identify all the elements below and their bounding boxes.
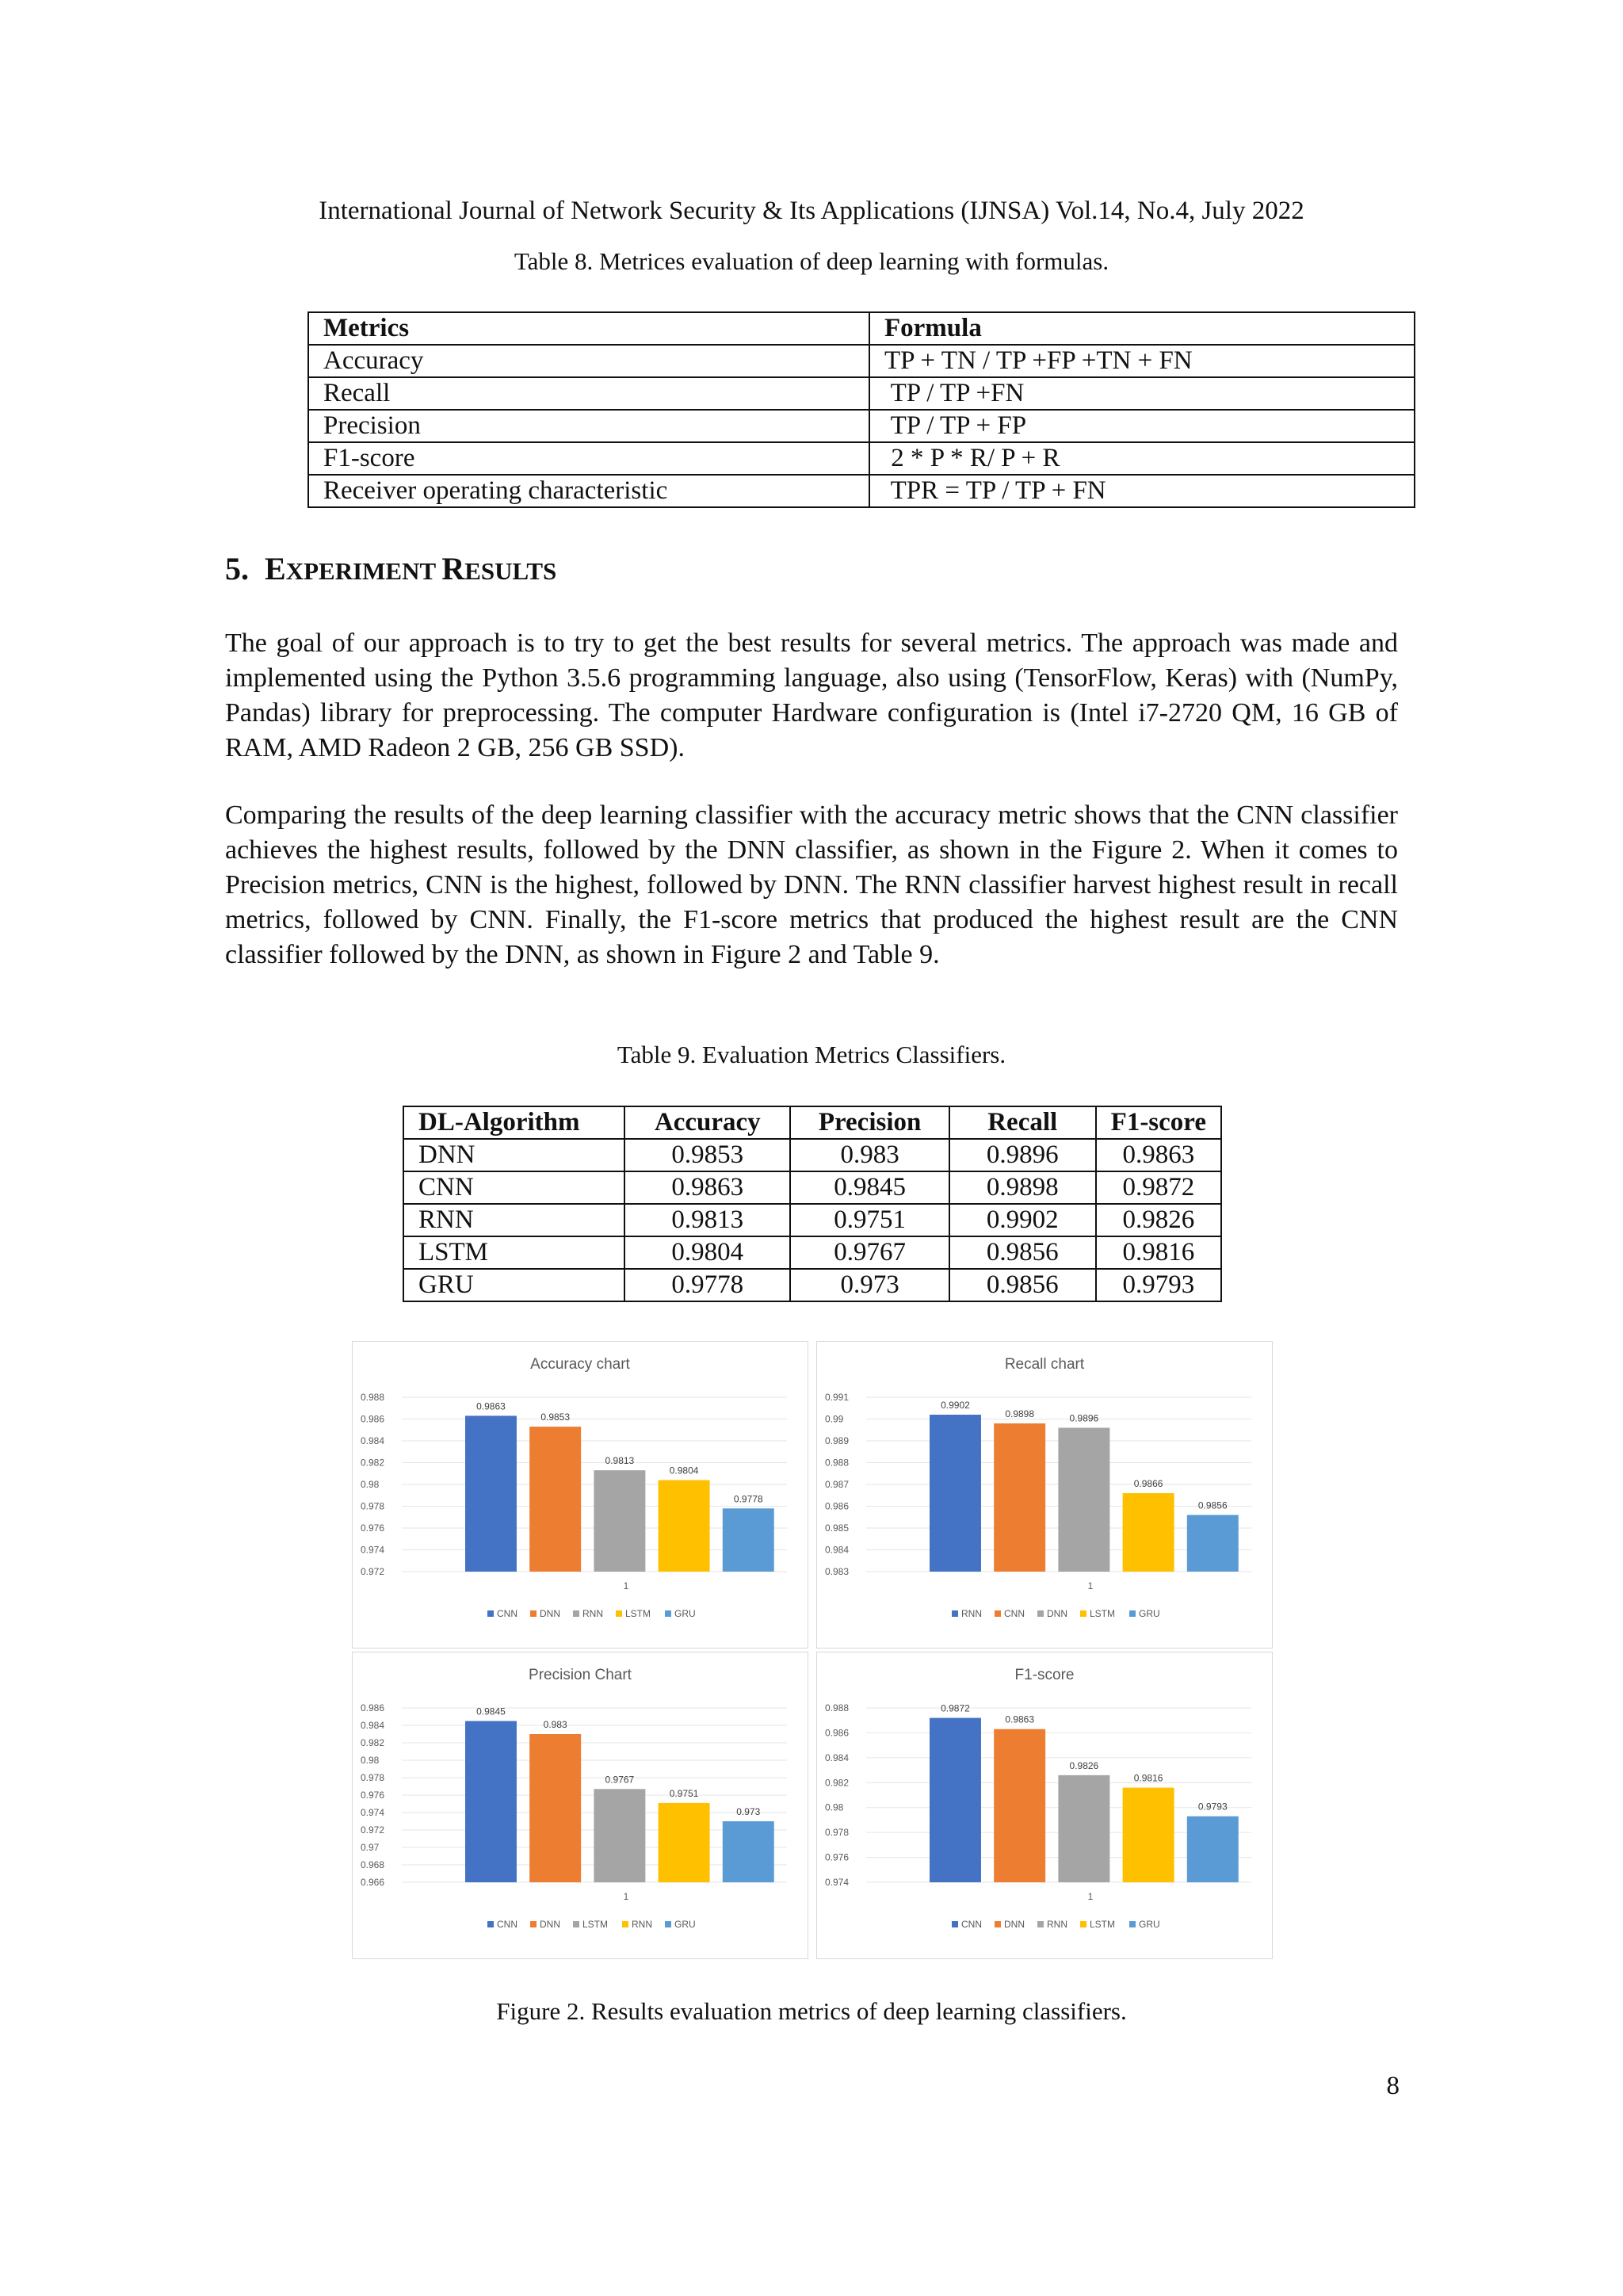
legend-swatch [665, 1921, 671, 1927]
legend-entry: CNN [961, 1919, 982, 1930]
figure-2 [352, 1341, 1271, 1959]
table-cell: 0.9845 [790, 1171, 949, 1204]
recall-chart [817, 1342, 1272, 1648]
section-title-part: XPERIMENT [285, 557, 442, 585]
legend-entry: DNN [1047, 1608, 1067, 1619]
y-tick-label: 0.982 [825, 1777, 850, 1789]
section-number: 5. [225, 551, 249, 586]
y-tick-label: 0.987 [825, 1479, 850, 1490]
legend-entry: LSTM [1090, 1608, 1116, 1619]
data-label: 0.9896 [1069, 1412, 1099, 1424]
table-cell: TP / TP + FP [869, 410, 1415, 442]
x-tick-label: 1 [1087, 1580, 1094, 1591]
legend-swatch [530, 1610, 537, 1617]
section-title-part: R [441, 551, 465, 586]
data-label: 0.9863 [1005, 1713, 1035, 1725]
legend-entry: DNN [1004, 1919, 1025, 1930]
table-cell: Accuracy [308, 345, 869, 377]
legend-entry: CNN [1004, 1608, 1025, 1619]
table-cell: 0.9751 [790, 1204, 949, 1236]
table-row [308, 442, 1415, 475]
table-cell: 0.9896 [949, 1139, 1096, 1171]
chart-title: Precision Chart [529, 1667, 632, 1683]
legend-swatch [530, 1921, 537, 1927]
y-tick-label: 0.976 [361, 1522, 385, 1534]
precision-chart [353, 1652, 808, 1958]
legend-swatch [616, 1610, 622, 1617]
y-tick-label: 0.982 [361, 1457, 385, 1469]
table-row [403, 1204, 1221, 1236]
bar-lstm [1123, 1493, 1174, 1572]
bar-dnn [1058, 1428, 1109, 1572]
bar-cnn [465, 1721, 517, 1883]
y-tick-label: 0.985 [825, 1522, 850, 1534]
legend-entry: DNN [540, 1919, 560, 1930]
y-tick-label: 0.966 [361, 1877, 385, 1888]
table-cell: 0.9898 [949, 1171, 1096, 1204]
bar-cnn [465, 1415, 517, 1572]
table-cell: 0.9793 [1096, 1269, 1221, 1301]
y-tick-label: 0.99 [825, 1413, 844, 1425]
legend-swatch [487, 1610, 494, 1617]
table-cell: TPR = TP / TP + FN [869, 475, 1415, 507]
table8-caption: Table 8. Metrices evaluation of deep learning with formulas. [514, 247, 1109, 275]
y-tick-label: 0.986 [825, 1500, 850, 1512]
table-cell: 0.9902 [949, 1204, 1096, 1236]
table-row [308, 410, 1415, 442]
y-tick-label: 0.98 [361, 1755, 380, 1766]
table-cell: LSTM [403, 1236, 624, 1269]
legend-swatch [573, 1921, 579, 1927]
table-row [308, 475, 1415, 507]
figure-caption: Figure 2. Results evaluation metrics of deep learning classifiers. [496, 1997, 1127, 2025]
legend-swatch [995, 1610, 1001, 1617]
data-label: 0.9804 [669, 1465, 699, 1477]
paragraph-2: Comparing the results of the deep learning classifier with the accuracy metric shows that the CNN classifier achieves the highest results, followed by the DNN classifier, as shown in the Figure 2. When it comes to Precision metrics, CNN is the highest, followed by DNN. The RNN classifier harvest highest result in recall metrics, followed by CNN. Finally, the F1-score metrics that produced the highest result are the CNN classifier followed by the DNN, as shown in Figure 2 and Table 9. [225, 800, 1398, 969]
legend-swatch [1129, 1610, 1136, 1617]
table-row [403, 1236, 1221, 1269]
table-row [308, 377, 1415, 410]
bar-dnn [529, 1734, 581, 1882]
table9 [403, 1106, 1222, 1302]
x-tick-label: 1 [623, 1891, 629, 1902]
legend-entry: GRU [674, 1919, 696, 1930]
f1-score-chart [817, 1652, 1272, 1958]
legend-swatch [995, 1921, 1001, 1927]
legend-entry: RNN [582, 1608, 603, 1619]
legend-entry: GRU [674, 1608, 696, 1619]
table9-header-cell: F1-score [1096, 1106, 1221, 1139]
journal-header: International Journal of Network Security & Its Applications (IJNSA) Vol.14, No.4, July 2022 [319, 197, 1304, 225]
data-label: 0.973 [736, 1806, 761, 1817]
y-tick-label: 0.978 [361, 1772, 385, 1783]
y-tick-label: 0.978 [361, 1500, 385, 1512]
legend-entry: DNN [540, 1608, 560, 1619]
legend-entry: RNN [1047, 1919, 1067, 1930]
legend-swatch [952, 1610, 958, 1617]
data-label: 0.9778 [733, 1493, 763, 1505]
bar-lstm [594, 1789, 645, 1882]
bar-rnn [659, 1803, 710, 1882]
legend-entry: GRU [1139, 1608, 1160, 1619]
data-label: 0.9863 [476, 1400, 506, 1412]
bar-rnn [930, 1415, 981, 1572]
legend-swatch [1080, 1921, 1086, 1927]
section-heading [225, 550, 556, 587]
chart-title: Accuracy chart [530, 1356, 630, 1373]
data-label: 0.9793 [1197, 1801, 1228, 1813]
bar-dnn [994, 1729, 1045, 1882]
y-tick-label: 0.988 [361, 1392, 385, 1403]
table-cell: 0.9856 [949, 1236, 1096, 1269]
y-tick-label: 0.968 [361, 1859, 385, 1870]
y-tick-label: 0.97 [361, 1842, 380, 1853]
legend-swatch [622, 1921, 628, 1927]
bar-lstm [659, 1480, 710, 1572]
data-label: 0.9872 [941, 1702, 970, 1714]
table-cell: RNN [403, 1204, 624, 1236]
page-number: 8 [1386, 2072, 1400, 2100]
y-tick-label: 0.978 [825, 1827, 850, 1839]
table9-header-row [403, 1106, 1221, 1139]
table-cell: Receiver operating characteristic [308, 475, 869, 507]
table9-header-cell: Precision [790, 1106, 949, 1139]
y-tick-label: 0.988 [825, 1457, 850, 1469]
x-tick-label: 1 [1087, 1891, 1094, 1902]
table-cell: 0.973 [790, 1269, 949, 1301]
legend-entry: CNN [497, 1919, 517, 1930]
y-tick-label: 0.98 [825, 1801, 844, 1813]
y-tick-label: 0.986 [825, 1727, 850, 1739]
bar-dnn [529, 1427, 581, 1572]
y-tick-label: 0.982 [361, 1737, 385, 1748]
legend-entry: LSTM [582, 1919, 609, 1930]
legend-swatch [952, 1921, 958, 1927]
y-tick-label: 0.974 [361, 1544, 385, 1556]
table8-header-formula: Formula [869, 312, 1415, 345]
legend-swatch [487, 1921, 494, 1927]
y-tick-label: 0.991 [825, 1392, 850, 1403]
data-label: 0.9816 [1133, 1772, 1163, 1784]
bar-rnn [1058, 1775, 1109, 1882]
table-row [403, 1171, 1221, 1204]
data-label: 0.983 [543, 1719, 567, 1730]
bar-cnn [930, 1718, 981, 1882]
table8-header-metrics: Metrics [308, 312, 869, 345]
table-row [403, 1139, 1221, 1171]
table-cell: 0.9804 [624, 1236, 790, 1269]
table8 [307, 311, 1415, 508]
table-cell: 0.983 [790, 1139, 949, 1171]
data-label: 0.9853 [540, 1412, 571, 1423]
bar-gru [723, 1508, 774, 1572]
table-cell: 0.9856 [949, 1269, 1096, 1301]
section-title-part: E [265, 551, 286, 586]
table-cell: 0.9826 [1096, 1204, 1221, 1236]
table-cell: 0.9863 [1096, 1139, 1221, 1171]
table-cell: 0.9853 [624, 1139, 790, 1171]
accuracy-chart-panel [352, 1341, 808, 1648]
legend-entry: RNN [632, 1919, 652, 1930]
table-cell: Precision [308, 410, 869, 442]
precision-chart-panel [352, 1652, 808, 1959]
bar-gru [723, 1821, 774, 1882]
table-cell: 2 * P * R/ P + R [869, 442, 1415, 475]
data-label: 0.9898 [1005, 1408, 1035, 1419]
paragraph-1: The goal of our approach is to try to get the best results for several metrics. The approach was made and implemented using the Python 3.5.6 programming language, also using (TensorFlow, Keras) with (NumPy, Pandas) library for preprocessing. The computer Hardware configuration is (Intel i7-2720 QM, 16 GB of RAM, AMD Radeon 2 GB, 256 GB SSD). [225, 628, 1398, 762]
y-tick-label: 0.98 [361, 1479, 380, 1490]
legend-swatch [665, 1610, 671, 1617]
legend-entry: CNN [497, 1608, 517, 1619]
table9-caption: Table 9. Evaluation Metrics Classifiers. [617, 1041, 1006, 1068]
bar-rnn [594, 1470, 645, 1572]
table-cell: GRU [403, 1269, 624, 1301]
section-title-part: ESULTS [464, 557, 557, 585]
table-cell: 0.9872 [1096, 1171, 1221, 1204]
y-tick-label: 0.988 [825, 1702, 850, 1713]
y-tick-label: 0.972 [361, 1824, 385, 1836]
data-label: 0.9902 [941, 1400, 970, 1411]
chart-title: Recall chart [1004, 1356, 1085, 1373]
recall-chart-panel [816, 1341, 1273, 1648]
legend-entry: LSTM [1090, 1919, 1116, 1930]
table-row [403, 1269, 1221, 1301]
data-label: 0.9866 [1133, 1478, 1163, 1489]
table-cell: TP + TN / TP +FP +TN + FN [869, 345, 1415, 377]
legend-entry: GRU [1139, 1919, 1160, 1930]
y-tick-label: 0.984 [361, 1720, 385, 1731]
data-label: 0.9751 [669, 1787, 699, 1799]
y-tick-label: 0.972 [361, 1566, 385, 1577]
table9-header-cell: Recall [949, 1106, 1096, 1139]
legend-swatch [573, 1610, 579, 1617]
table-row [308, 345, 1415, 377]
bar-cnn [994, 1423, 1045, 1572]
legend-swatch [1129, 1921, 1136, 1927]
table-cell: DNN [403, 1139, 624, 1171]
data-label: 0.9856 [1197, 1499, 1228, 1511]
table-cell: TP / TP +FN [869, 377, 1415, 410]
table-cell: 0.9813 [624, 1204, 790, 1236]
y-tick-label: 0.984 [825, 1544, 850, 1556]
table-cell: 0.9778 [624, 1269, 790, 1301]
legend-swatch [1080, 1610, 1086, 1617]
bar-lstm [1123, 1788, 1174, 1882]
bar-gru [1187, 1817, 1239, 1882]
y-tick-label: 0.989 [825, 1435, 850, 1446]
data-label: 0.9813 [605, 1455, 635, 1467]
y-tick-label: 0.986 [361, 1702, 385, 1713]
legend-entry: RNN [961, 1608, 982, 1619]
table-cell: 0.9863 [624, 1171, 790, 1204]
chart-title: F1-score [1014, 1667, 1075, 1683]
table-cell: 0.9816 [1096, 1236, 1221, 1269]
table9-header-cell: Accuracy [624, 1106, 790, 1139]
x-tick-label: 1 [623, 1580, 629, 1591]
legend-swatch [1037, 1921, 1044, 1927]
data-label: 0.9767 [605, 1774, 635, 1786]
data-label: 0.9826 [1069, 1759, 1099, 1771]
table-cell: F1-score [308, 442, 869, 475]
bar-gru [1187, 1515, 1239, 1572]
data-label: 0.9845 [476, 1706, 506, 1717]
accuracy-chart [353, 1342, 808, 1648]
table-cell: 0.9767 [790, 1236, 949, 1269]
f1-chart-panel [816, 1652, 1273, 1959]
table-cell: CNN [403, 1171, 624, 1204]
y-tick-label: 0.976 [361, 1790, 385, 1801]
y-tick-label: 0.984 [825, 1752, 850, 1763]
table8-header-row [308, 312, 1415, 345]
y-tick-label: 0.983 [825, 1566, 850, 1577]
y-tick-label: 0.984 [361, 1435, 385, 1446]
table-cell: Recall [308, 377, 869, 410]
y-tick-label: 0.974 [825, 1877, 850, 1888]
table9-header-cell: DL-Algorithm [403, 1106, 624, 1139]
y-tick-label: 0.986 [361, 1413, 385, 1425]
y-tick-label: 0.976 [825, 1851, 850, 1863]
legend-swatch [1037, 1610, 1044, 1617]
legend-entry: LSTM [625, 1608, 651, 1619]
y-tick-label: 0.974 [361, 1807, 385, 1818]
